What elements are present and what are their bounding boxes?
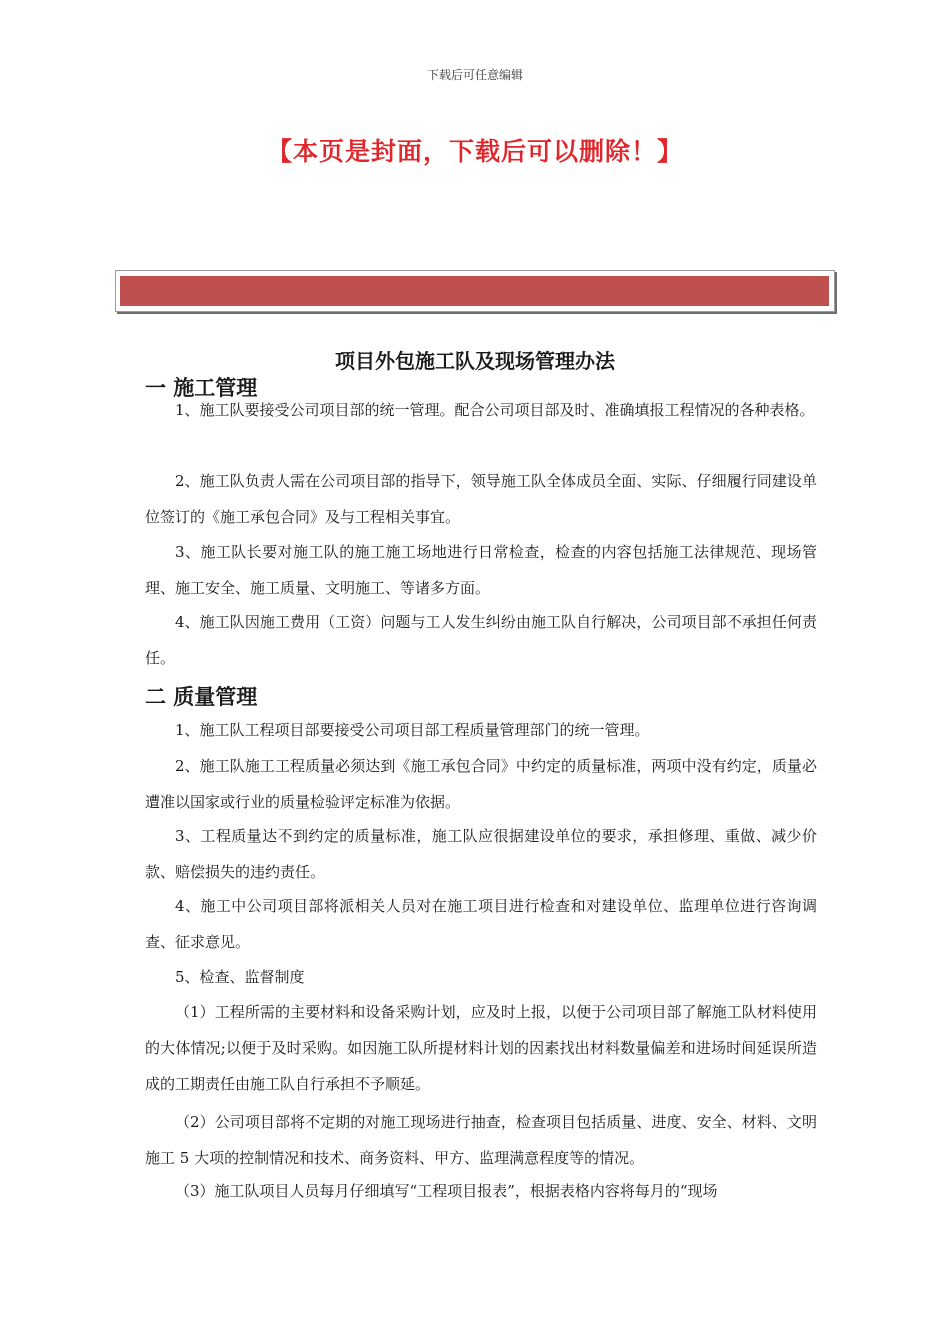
- paragraph: （2）公司项目部将不定期的对施工现场进行抽查，检查项目包括质量、进度、安全、材料、文明施工 5 大项的控制情况和技术、商务资料、甲方、监理满意程度等的情况。: [145, 1113, 817, 1167]
- paragraph: 2、施工队负责人需在公司项目部的指导下，领导施工队全体成员全面、实际、仔细履行同建设单位签订的《施工承包合同》及与工程相关事宜。: [145, 472, 817, 526]
- section-heading-construction: 一 施工管理: [145, 376, 258, 400]
- decorative-banner: [115, 270, 835, 312]
- banner-bar: [120, 276, 829, 306]
- paragraph: （3）施工队项目人员每月仔细填写“工程项目报表”，根据表格内容将每月的“现场: [175, 1182, 718, 1200]
- paragraph: 5、检查、监督制度: [175, 968, 305, 986]
- header-note: 下载后可任意编辑: [426, 68, 523, 82]
- paragraph: 2、施工队施工工程质量必须达到《施工承包合同》中约定的质量标准，两项中没有约定，质量必遭准以国家或行业的质量检验评定标准为依据。: [145, 757, 817, 811]
- paragraph: 3、施工队长要对施工队的施工施工场地进行日常检查，检查的内容包括施工法律规范、现场管理、施工安全、施工质量、文明施工、等诸多方面。: [145, 543, 817, 597]
- paragraph: 4、施工队因施工费用（工资）问题与工人发生纠纷由施工队自行解决，公司项目部不承担任何责任。: [145, 613, 817, 667]
- paragraph: （1）工程所需的主要材料和设备采购计划，应及时上报，以便于公司项目部了解施工队材料使用的大体情况;以便于及时采购。如因施工队所提材料计划的因素找出材料数量偏差和进场时间延误所造成的工期责任由施工队自行承担不予顺延。: [145, 1003, 817, 1093]
- document-title: 项目外包施工队及现场管理办法: [335, 349, 615, 373]
- paragraph: 1、施工队工程项目部要接受公司项目部工程质量管理部门的统一管理。: [175, 721, 650, 739]
- section-heading-quality: 二 质量管理: [145, 685, 258, 709]
- paragraph: 4、施工中公司项目部将派相关人员对在施工项目进行检查和对建设单位、监理单位进行咨询调查、征求意见。: [145, 897, 817, 951]
- paragraph: 1、施工队要接受公司项目部的统一管理。配合公司项目部及时、准确填报工程情况的各种表格。: [175, 401, 815, 419]
- paragraph: 3、工程质量达不到约定的质量标准，施工队应很据建设单位的要求，承担修理、重做、减少价款、赔偿损失的违约责任。: [145, 827, 817, 881]
- cover-notice: 【本页是封面，下载后可以删除！】: [266, 137, 683, 166]
